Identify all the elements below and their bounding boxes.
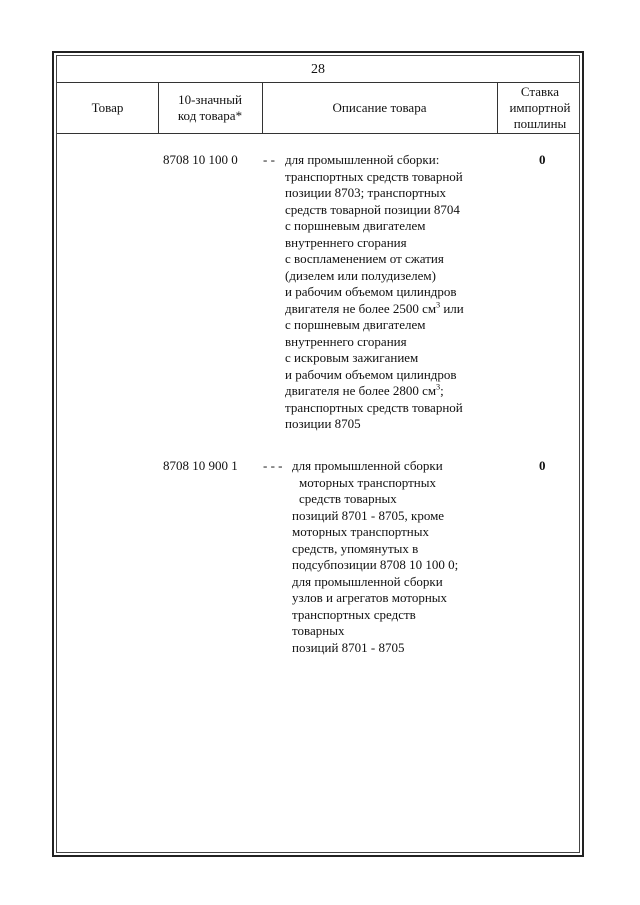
description-text: двигателя не более 2500 см <box>285 300 437 316</box>
header-rate <box>497 82 583 133</box>
description-line: узлов и агрегатов моторных <box>292 590 448 605</box>
superscript: 3 <box>436 382 441 392</box>
description-line: транспортных средств товарной <box>285 399 463 415</box>
duty-rate: 0 <box>539 458 546 473</box>
level-dashes: - - <box>263 152 275 167</box>
header-rate-line-1: Ставка <box>520 83 560 99</box>
header-code <box>158 82 262 133</box>
product-description <box>292 458 458 656</box>
description-line: для промышленной сборки <box>292 573 443 589</box>
description-line: позиций 8701 - 8705, кроме <box>292 507 445 523</box>
description-line: для промышленной сборки: <box>285 152 440 167</box>
description-line: подсубпозиции 8708 10 100 0; <box>292 557 459 572</box>
header-product <box>57 82 158 133</box>
description-line: с поршневым двигателем <box>285 218 426 233</box>
description-line: средств, упомянутых в <box>292 540 419 556</box>
description-line: транспортных средств <box>292 606 416 622</box>
description-line: для промышленной сборки <box>292 458 443 473</box>
description-line <box>285 301 464 318</box>
description-text: или <box>440 300 464 316</box>
header-description <box>262 82 497 133</box>
description-line <box>285 383 464 400</box>
description-text: двигателя не более 2800 см <box>285 383 437 398</box>
description-line: средств товарных <box>299 491 397 506</box>
description-line: с искровым зажиганием <box>285 350 419 365</box>
superscript: 3 <box>436 300 441 310</box>
product-code: 8708 10 100 0 <box>163 152 238 167</box>
product-code: 8708 10 900 1 <box>163 458 238 473</box>
header-bottom-rule <box>57 133 579 134</box>
description-line: (дизелем или полудизелем) <box>285 267 436 283</box>
description-line: средств товарной позиции 8704 <box>285 201 460 217</box>
header-code-line-1: 10-значный <box>178 91 242 107</box>
description-line: внутреннего сгорания <box>285 333 407 349</box>
header-code-line-2: код товара* <box>177 107 243 123</box>
page-number: 28 <box>311 62 325 77</box>
header-rate-line-3: пошлины <box>513 115 567 131</box>
description-line: позиции 8705 <box>285 416 361 431</box>
level-dashes: - - - <box>263 458 283 473</box>
description-line: и рабочим объемом цилиндров <box>285 284 457 299</box>
description-line: моторных транспортных <box>299 474 437 490</box>
description-line: товарных <box>292 623 345 638</box>
header-description-label: Описание товара <box>332 99 427 115</box>
header-product-label: Товар <box>91 99 124 115</box>
description-line: с воспламенением от сжатия <box>285 251 444 266</box>
page-frame-inner <box>56 55 580 853</box>
description-line: внутреннего сгорания <box>285 234 407 250</box>
description-line: и рабочим объемом цилиндров <box>285 366 457 382</box>
page-frame <box>52 51 584 857</box>
description-line: позиций 8701 - 8705 <box>292 639 405 655</box>
description-line: позиции 8703; транспортных <box>285 185 447 200</box>
duty-rate: 0 <box>539 152 546 167</box>
product-description <box>285 152 464 433</box>
description-line: моторных транспортных <box>292 524 430 539</box>
description-line: с поршневым двигателем <box>285 317 426 332</box>
description-line: транспортных средств товарной <box>285 168 463 184</box>
header-rate-line-2: импортной <box>509 99 571 115</box>
description-text: ; <box>440 383 444 398</box>
